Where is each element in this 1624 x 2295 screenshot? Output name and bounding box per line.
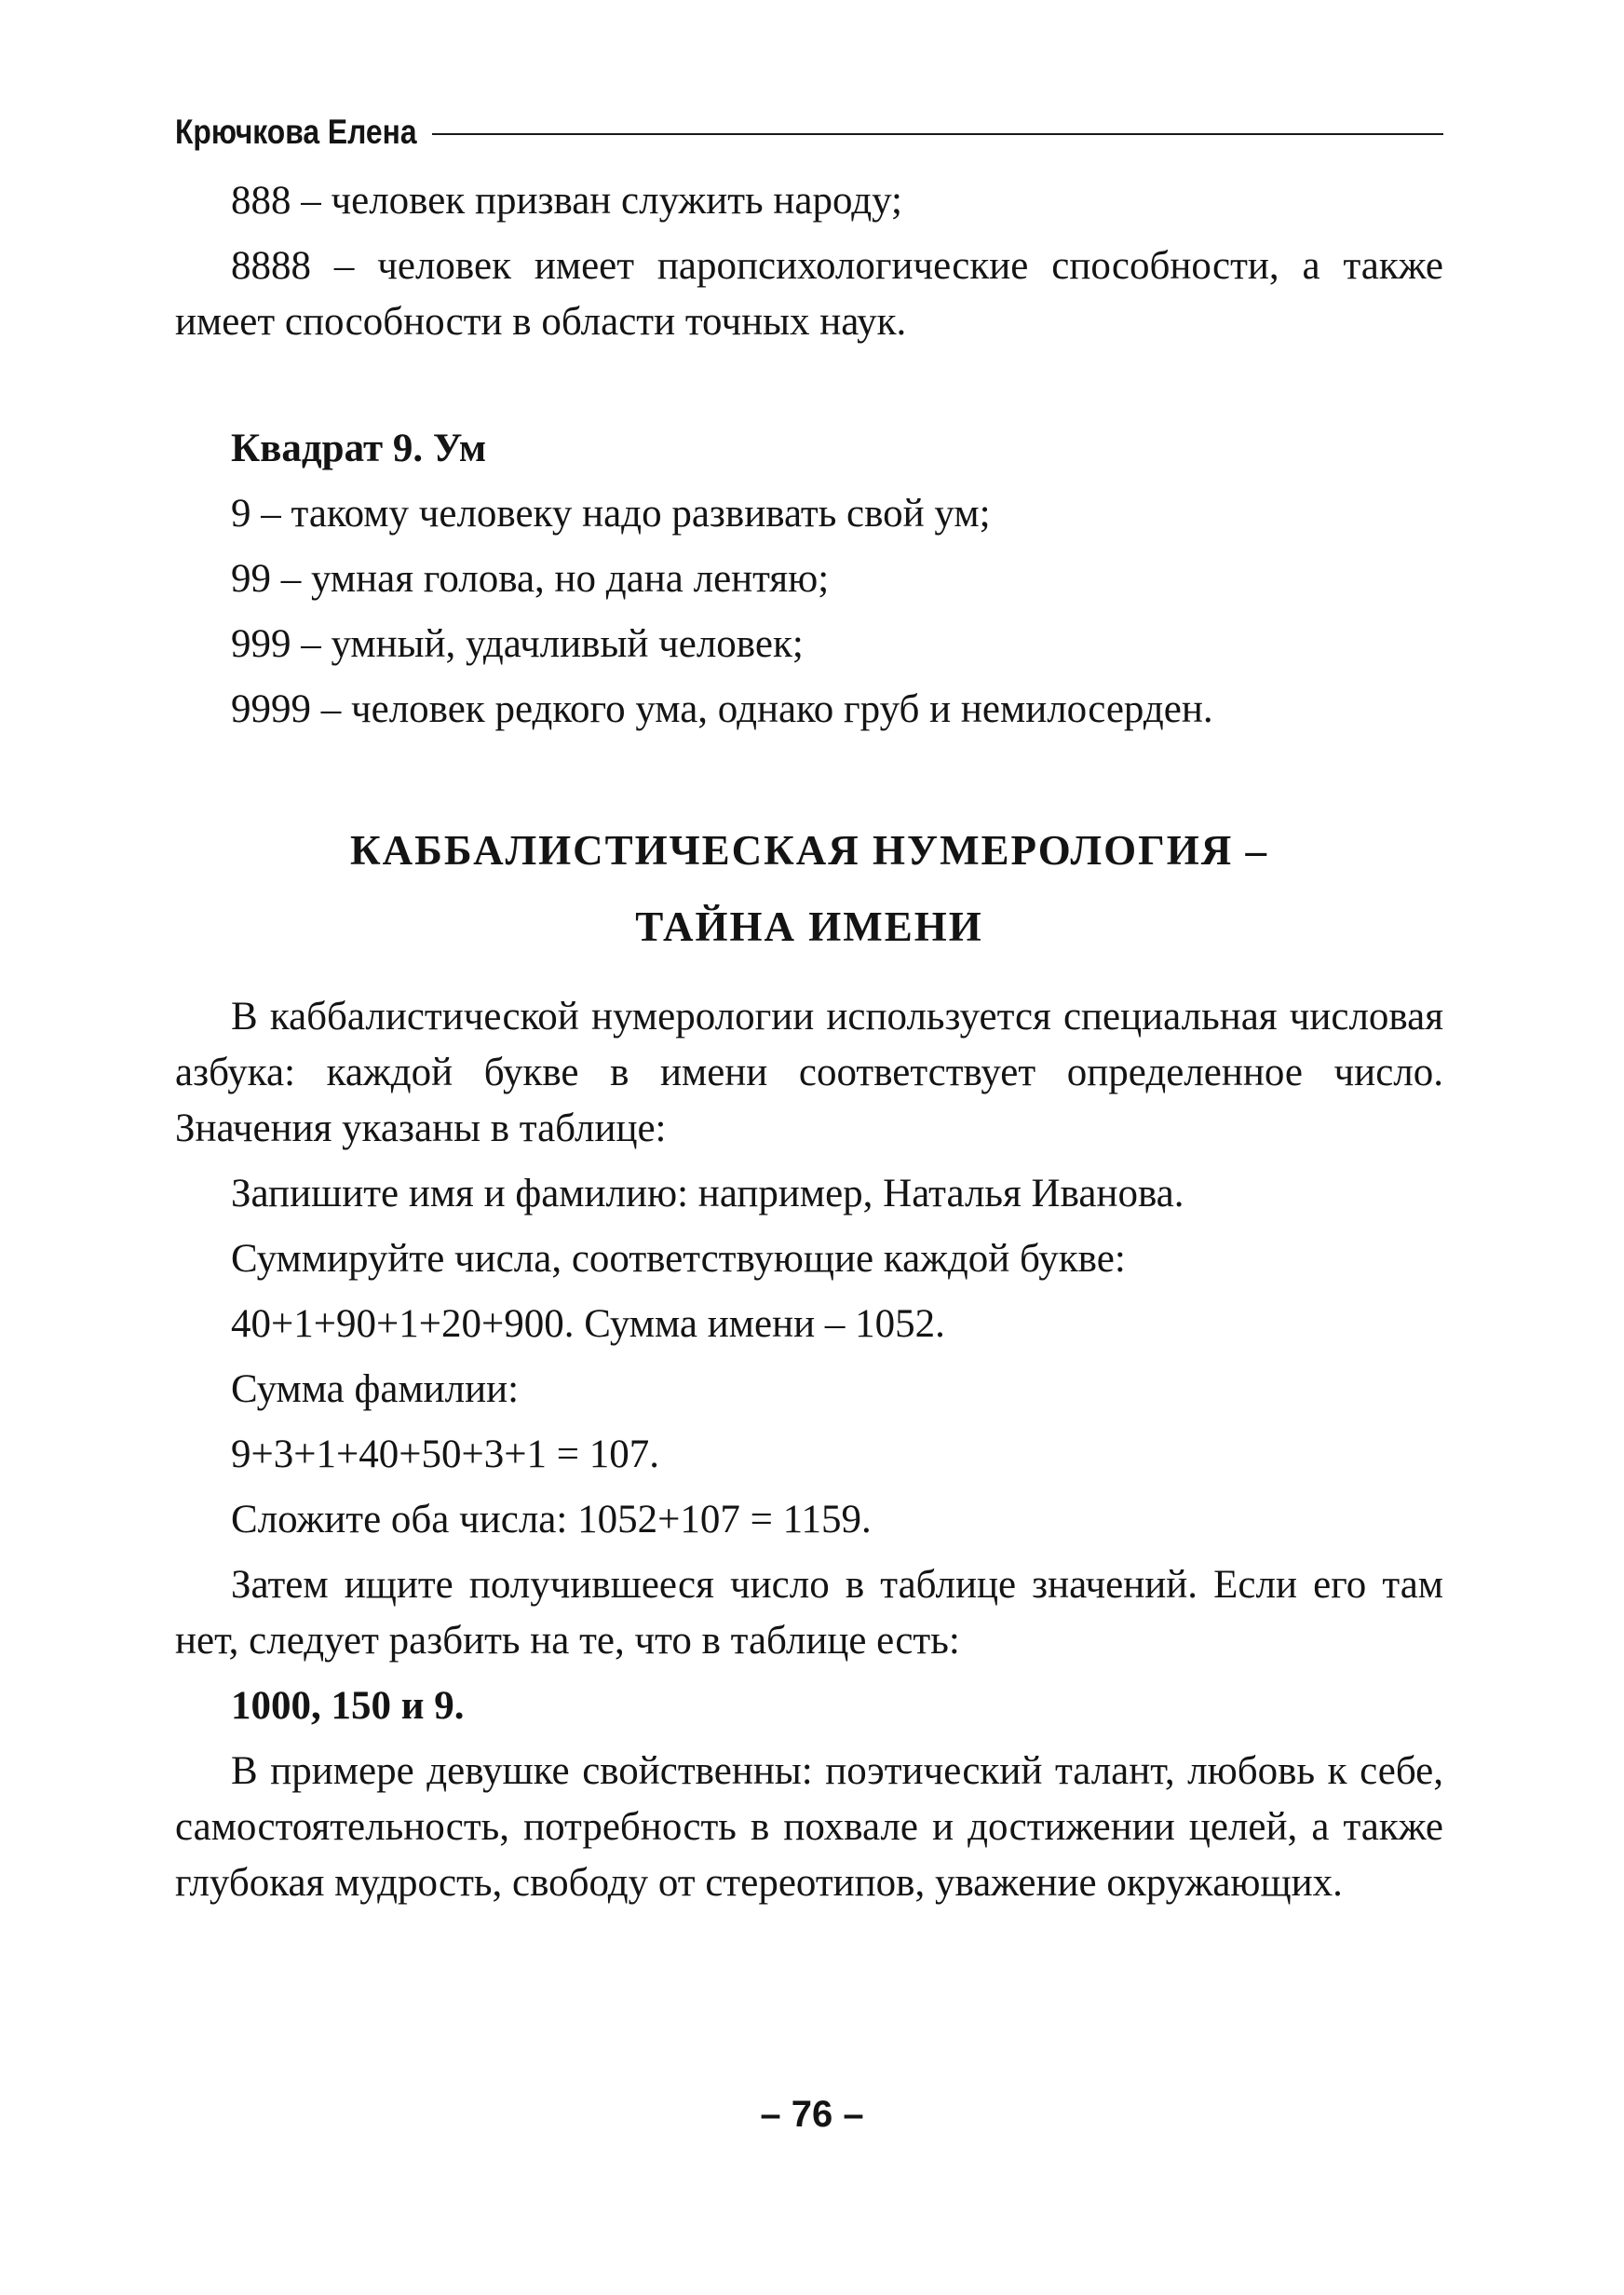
section-title: Квадрат 9. Ум	[231, 427, 487, 470]
list-item: 99 – умная голова, но дана лентяю;	[231, 557, 830, 601]
paragraph: 40+1+90+1+20+900. Сумма имени – 1052.	[231, 1302, 945, 1346]
paragraph: 888 – человек призван служить народу;	[231, 179, 903, 223]
paragraph: Затем ищите получившееся число в таблице значений. Если его там нет, следует разбить на те, что в таблице есть:	[175, 1563, 1443, 1663]
paragraph: Суммируйте числа, соответствующие каждой букве:	[231, 1237, 1126, 1281]
paragraph: Сложите оба числа: 1052+107 = 1159.	[231, 1498, 872, 1541]
paragraph: Сумма фамилии:	[231, 1367, 520, 1411]
chapter-heading	[175, 812, 1443, 965]
paragraph: В примере девушке свойственны: поэтический талант, любовь к себе, самостоятельность, потребность в похвале и достижении целей, а также глубокая мудрость, свободу от стереотипов, уважение окружающих.	[175, 1749, 1443, 1905]
list-item: 9999 – человек редкого ума, однако груб и немилосерден.	[231, 687, 1213, 731]
author-name: Крючкова Елена	[175, 113, 417, 151]
square-9-section	[175, 421, 1443, 738]
list-item: 9 – такому человеку надо развивать свой ум;	[231, 492, 991, 536]
page-number: – 76 –	[760, 2094, 864, 2135]
section-body	[175, 989, 1443, 1911]
block-top	[175, 173, 1443, 350]
paragraph: В каббалистической нумерологии используется специальная числовая азбука: каждой букве в имени соответствует определенное число. Значения указаны в таблице:	[175, 995, 1443, 1150]
paragraph: 8888 – человек имеет паропсихологические способности, а также имеет способности в области точных наук.	[175, 244, 1443, 344]
running-header	[175, 108, 1443, 156]
paragraph: 9+3+1+40+50+3+1 = 107.	[231, 1433, 660, 1476]
paragraph: 1000, 150 и 9.	[231, 1684, 465, 1728]
heading-line: КАББАЛИСТИЧЕСКАЯ НУМЕРОЛОГИЯ –	[350, 827, 1268, 874]
heading-line: ТАЙНА ИМЕНИ	[635, 903, 983, 950]
header-rule	[432, 133, 1443, 135]
paragraph: Запишите имя и фамилию: например, Наталья Иванова.	[231, 1172, 1184, 1215]
list-item: 999 – умный, удачливый человек;	[231, 622, 804, 666]
